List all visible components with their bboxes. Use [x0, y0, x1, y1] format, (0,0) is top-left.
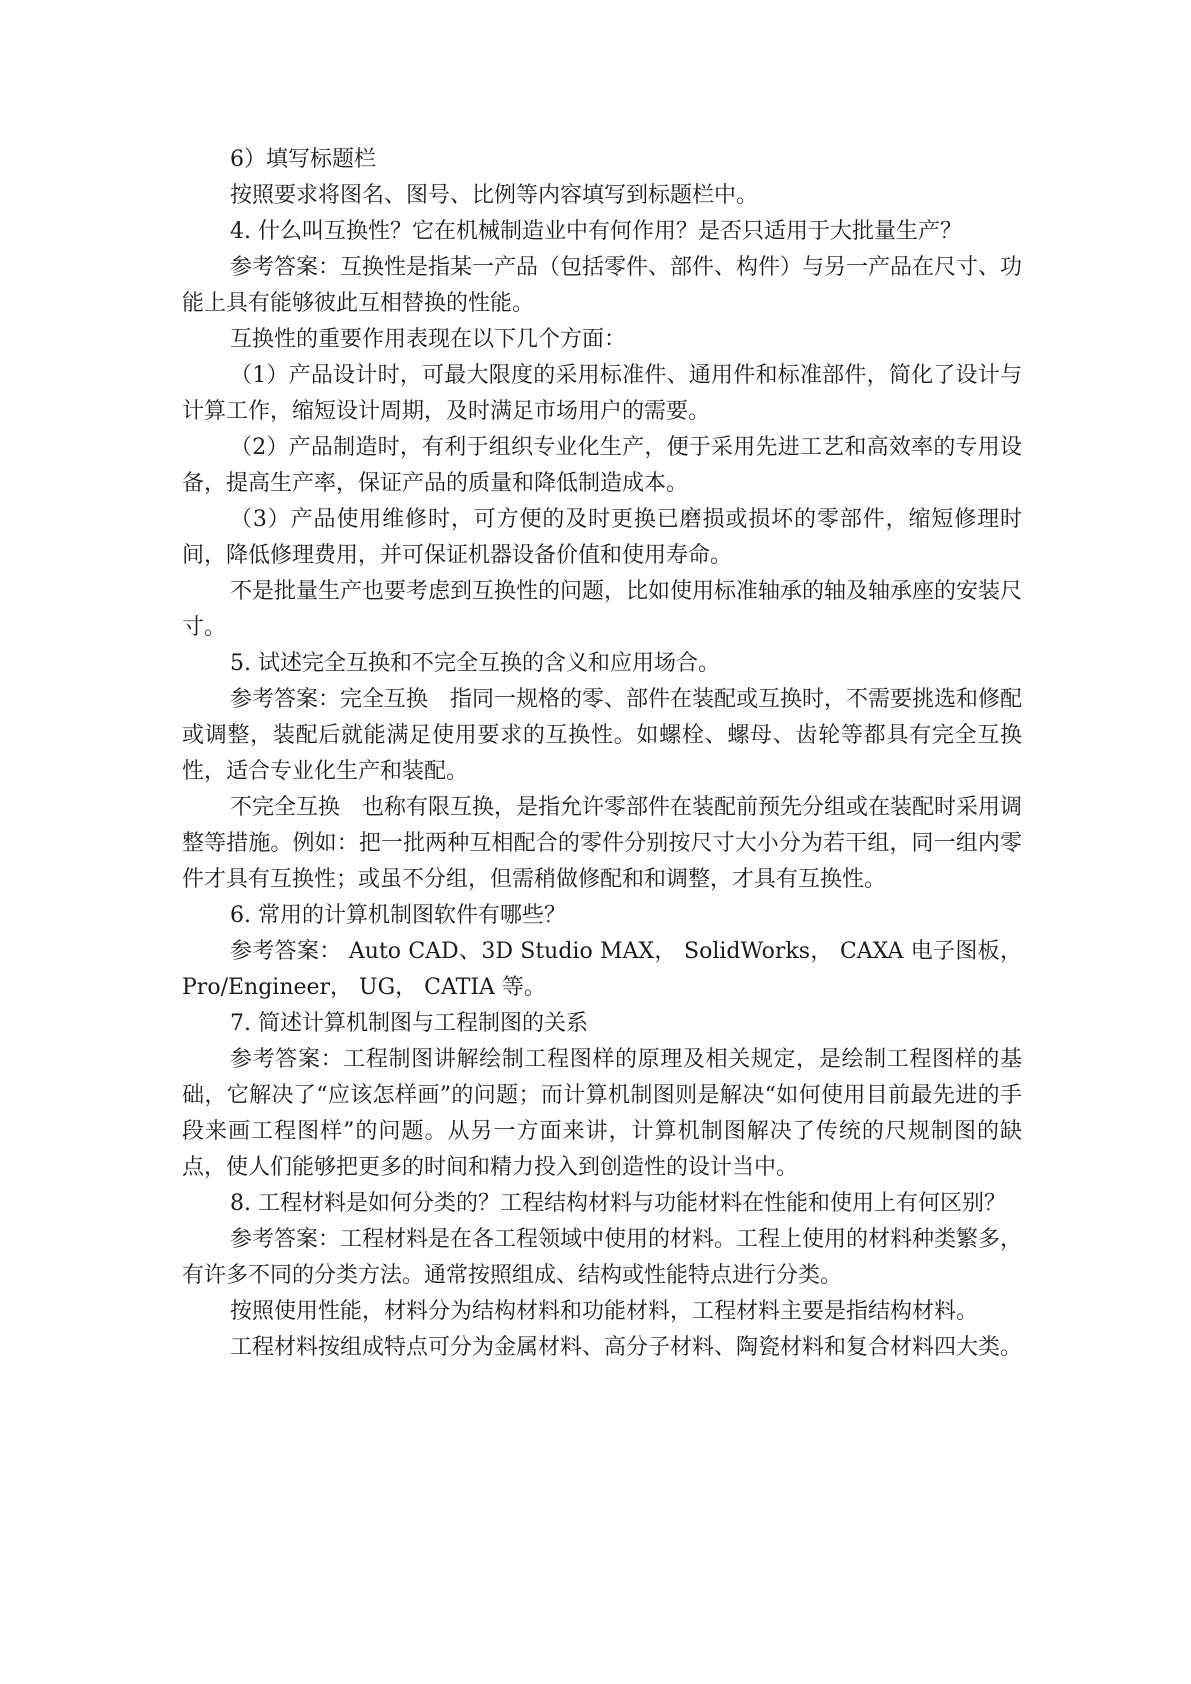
answer-paragraph: 参考答案： Auto CAD、3D Studio MAX， SolidWorks， CAXA 电子图板， Pro/Engineer， UG， CATIA 等。	[182, 939, 1022, 1000]
answer-paragraph: 参考答案：互换性是指某一产品（包括零件、部件、构件）与另一产品在尺寸、功能上具有能够彼此互相替换的性能。	[182, 255, 1023, 316]
document-body	[182, 142, 1022, 1366]
list-item: （3）产品使用维修时，可方便的及时更换已磨损或损坏的零部件，缩短修理时间，降低修理费用，并可保证机器设备价值和使用寿命。	[182, 507, 1022, 568]
question-7: 7. 简述计算机制图与工程制图的关系	[230, 1011, 588, 1036]
answer-paragraph: 参考答案：完全互换 指同一规格的零、部件在装配或互换时，不需要挑选和修配或调整，装配后就能满足使用要求的互换性。如螺栓、螺母、齿轮等都具有完全互换性，适合专业化生产和装配。	[182, 687, 1023, 784]
question-8: 8. 工程材料是如何分类的？工程结构材料与功能材料在性能和使用上有何区别？	[230, 1191, 1006, 1216]
paragraph: 按照要求将图名、图号、比例等内容填写到标题栏中。	[230, 183, 759, 208]
question-6: 6. 常用的计算机制图软件有哪些？	[230, 903, 566, 928]
paragraph: 按照使用性能，材料分为结构材料和功能材料，工程材料主要是指结构材料。	[230, 1299, 979, 1324]
section-heading: 6）填写标题栏	[230, 147, 376, 172]
question-4: 4. 什么叫互换性？它在机械制造业中有何作用？是否只适用于大批量生产？	[230, 219, 962, 244]
paragraph: 工程材料按组成特点可分为金属材料、高分子材料、陶瓷材料和复合材料四大类。	[230, 1335, 1023, 1360]
paragraph: 互换性的重要作用表现在以下几个方面：	[230, 327, 627, 352]
answer-paragraph: 参考答案：工程制图讲解绘制工程图样的原理及相关规定，是绘制工程图样的基础，它解决了“应该怎样画”的问题；而计算机制图则是解决“如何使用目前最先进的手段来画工程图样”的问题。从另一方面来讲，计算机制图解决了传统的尺规制图的缺点，使人们能够把更多的时间和精力投入到创造性的设计当中。	[182, 1047, 1022, 1180]
answer-paragraph: 参考答案：工程材料是在各工程领域中使用的材料。工程上使用的材料种类繁多，有许多不同的分类方法。通常按照组成、结构或性能特点进行分类。	[182, 1227, 1023, 1288]
list-item: （1）产品设计时，可最大限度的采用标准件、通用件和标准部件，简化了设计与计算工作，缩短设计周期，及时满足市场用户的需要。	[182, 363, 1022, 424]
list-item: （2）产品制造时，有利于组织专业化生产，便于采用先进工艺和高效率的专用设备，提高生产率，保证产品的质量和降低制造成本。	[182, 435, 1022, 496]
question-5: 5. 试述完全互换和不完全互换的含义和应用场合。	[230, 651, 720, 676]
paragraph: 不完全互换 也称有限互换，是指允许零部件在装配前预先分组或在装配时采用调整等措施。例如：把一批两种互相配合的零件分别按尺寸大小分为若干组，同一组内零件才具有互换性；或虽不分组，但需稍做修配和和调整，才具有互换性。	[182, 795, 1023, 892]
paragraph: 不是批量生产也要考虑到互换性的问题，比如使用标准轴承的轴及轴承座的安装尺寸。	[182, 579, 1023, 640]
